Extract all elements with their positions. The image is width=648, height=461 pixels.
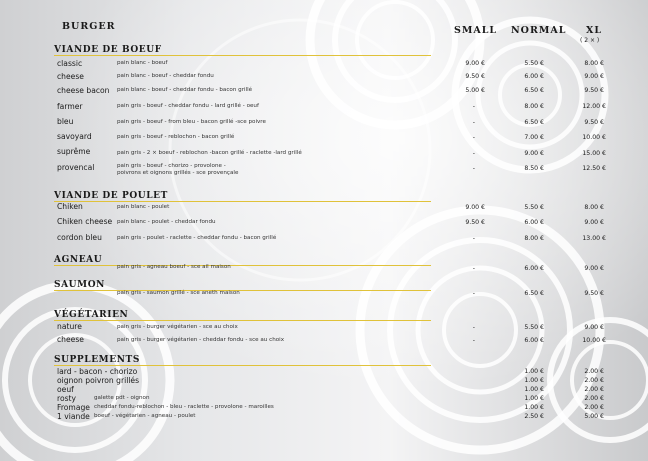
section-rule-supplements — [54, 365, 431, 366]
item-name: 1 viande — [57, 412, 90, 421]
price-small: - — [472, 337, 475, 344]
menu-title: BURGER — [62, 21, 116, 32]
item-name: lard - bacon - chorizo — [57, 367, 138, 376]
section-rule-poulet — [54, 201, 431, 202]
price-small: - — [472, 265, 475, 272]
item-name: nature — [57, 322, 82, 331]
item-desc: pain gris - 2 × boeuf - reblochon -bacon grillé - raclette -lard grillé — [117, 150, 302, 156]
price-xl: 2.00 € — [584, 377, 604, 384]
header-xl: XL — [586, 25, 603, 36]
header-normal: NORMAL — [511, 25, 567, 36]
price-normal: 5.50 € — [524, 324, 544, 331]
item-desc: pain gris - poulet - raclette - cheddar fondu - bacon grillé — [117, 235, 277, 241]
price-normal: 8.50 € — [524, 165, 544, 172]
price-xl: 2.00 € — [584, 386, 604, 393]
item-desc: pain gris - saumon grillé - sce aneth maison — [117, 290, 240, 296]
item-desc: pain gris - boeuf - cheddar fondu - lard grillé - oeuf — [117, 103, 259, 109]
price-small: 9.00 € — [465, 60, 485, 67]
price-normal: 1.00 € — [524, 368, 544, 375]
item-desc: pain gris - burger végétarien - sce au choix — [117, 324, 238, 330]
item-desc: pain blanc - boeuf - cheddar fondu - bacon grillé — [117, 87, 253, 93]
price-normal: 6.00 € — [524, 337, 544, 344]
item-name: bleu — [57, 117, 74, 126]
item-name: cheese bacon — [57, 86, 110, 95]
item-desc: pain blanc - poulet - cheddar fondu — [117, 219, 216, 225]
item-name: provencal — [57, 163, 95, 172]
price-normal: 6.50 € — [524, 290, 544, 297]
price-xl: 9.00 € — [584, 324, 604, 331]
price-normal: 1.00 € — [524, 395, 544, 402]
price-normal: 1.00 € — [524, 386, 544, 393]
header-small: SMALL — [454, 25, 498, 36]
price-small: - — [472, 324, 475, 331]
price-xl: 13.00 € — [582, 235, 606, 242]
price-normal: 2.50 € — [524, 413, 544, 420]
price-small: - — [472, 150, 475, 157]
item-name: cordon bleu — [57, 233, 102, 242]
price-small: 9.50 € — [465, 73, 485, 80]
section-title-vegetarien: VÉGÉTARIEN — [54, 310, 129, 320]
price-small: - — [472, 134, 475, 141]
section-title-saumon: SAUMON — [54, 280, 105, 290]
item-name: Chiken — [57, 202, 83, 211]
price-normal: 7.00 € — [524, 134, 544, 141]
section-rule-boeuf — [54, 55, 431, 56]
price-normal: 6.50 € — [524, 87, 544, 94]
item-desc: cheddar fondu-reblochon - bleu - raclette - provolone - maroilles — [94, 404, 274, 410]
section-title-boeuf: VIANDE DE BOEUF — [54, 45, 162, 55]
item-name: Chiken cheese — [57, 217, 113, 226]
price-xl: 2.00 € — [584, 395, 604, 402]
section-title-supplements: SUPPLEMENTS — [54, 355, 140, 365]
item-name: Fromage — [57, 403, 90, 412]
item-desc: pain gris - agneau boeuf - sce ail maison — [117, 264, 231, 270]
item-desc: pain blanc - poulet — [117, 204, 170, 210]
price-normal: 8.00 € — [524, 235, 544, 242]
price-xl: 5.00 € — [584, 413, 604, 420]
price-small: - — [472, 235, 475, 242]
item-name: savoyard — [57, 132, 92, 141]
price-normal: 9.00 € — [524, 150, 544, 157]
section-rule-saumon — [54, 290, 431, 291]
price-xl: 10.00 € — [582, 337, 606, 344]
price-xl: 9.00 € — [584, 265, 604, 272]
price-small: 5.00 € — [465, 87, 485, 94]
price-small: 9.50 € — [465, 219, 485, 226]
price-small: 9.00 € — [465, 204, 485, 211]
price-normal: 1.00 € — [524, 404, 544, 411]
header-xl-note: ( 2 × ) — [580, 37, 600, 44]
item-name: cheese — [57, 72, 84, 81]
price-small: - — [472, 119, 475, 126]
item-desc: pain gris - burger végétarien - cheddar fondu - sce au choix — [117, 337, 285, 343]
item-desc: galette pdt - oignon — [94, 395, 150, 401]
price-normal: 1.00 € — [524, 377, 544, 384]
item-name: rosty — [57, 394, 77, 403]
item-name: classic — [57, 59, 83, 68]
section-title-agneau: AGNEAU — [54, 255, 103, 265]
item-name: oignon poivron grillés — [57, 376, 140, 385]
price-xl: 2.00 € — [584, 404, 604, 411]
item-name: farmer — [57, 102, 83, 111]
item-desc: pain blanc - boeuf — [117, 60, 168, 66]
price-xl: 10.00 € — [582, 134, 606, 141]
item-desc: pain blanc - boeuf - cheddar fondu — [117, 73, 214, 79]
price-normal: 8.00 € — [524, 103, 544, 110]
item-desc: pain gris - boeuf - chorizo - provolone - — [117, 163, 226, 169]
price-small: - — [472, 103, 475, 110]
price-xl: 9.50 € — [584, 119, 604, 126]
price-xl: 15.00 € — [582, 150, 606, 157]
item-name: cheese — [57, 335, 84, 344]
price-normal: 6.50 € — [524, 119, 544, 126]
price-normal: 6.00 € — [524, 219, 544, 226]
price-xl: 9.00 € — [584, 219, 604, 226]
section-title-poulet: VIANDE DE POULET — [54, 191, 168, 201]
item-desc: boeuf - végétarien - agneau - poulet — [94, 413, 196, 419]
price-xl: 9.50 € — [584, 87, 604, 94]
price-normal: 5.50 € — [524, 60, 544, 67]
price-xl: 9.00 € — [584, 73, 604, 80]
price-xl: 9.50 € — [584, 290, 604, 297]
section-rule-vegetarien — [54, 320, 431, 321]
price-xl: 12.50 € — [582, 165, 606, 172]
price-normal: 5.50 € — [524, 204, 544, 211]
item-name: suprême — [57, 147, 91, 156]
item-name: oeuf — [57, 385, 74, 394]
price-normal: 6.00 € — [524, 73, 544, 80]
price-xl: 8.00 € — [584, 60, 604, 67]
price-xl: 12.00 € — [582, 103, 606, 110]
price-xl: 8.00 € — [584, 204, 604, 211]
price-small: - — [472, 290, 475, 297]
price-xl: 2.00 € — [584, 368, 604, 375]
item-desc: pain gris - boeuf - reblochon - bacon grillé — [117, 134, 235, 140]
price-small: - — [472, 165, 475, 172]
item-desc-line2: poivrons et oignons grillés - sce provençale — [117, 170, 239, 176]
item-desc: pain gris - boeuf - from bleu - bacon grillé -sce poivre — [117, 119, 266, 125]
price-normal: 6.00 € — [524, 265, 544, 272]
section-rule-agneau — [54, 265, 431, 266]
